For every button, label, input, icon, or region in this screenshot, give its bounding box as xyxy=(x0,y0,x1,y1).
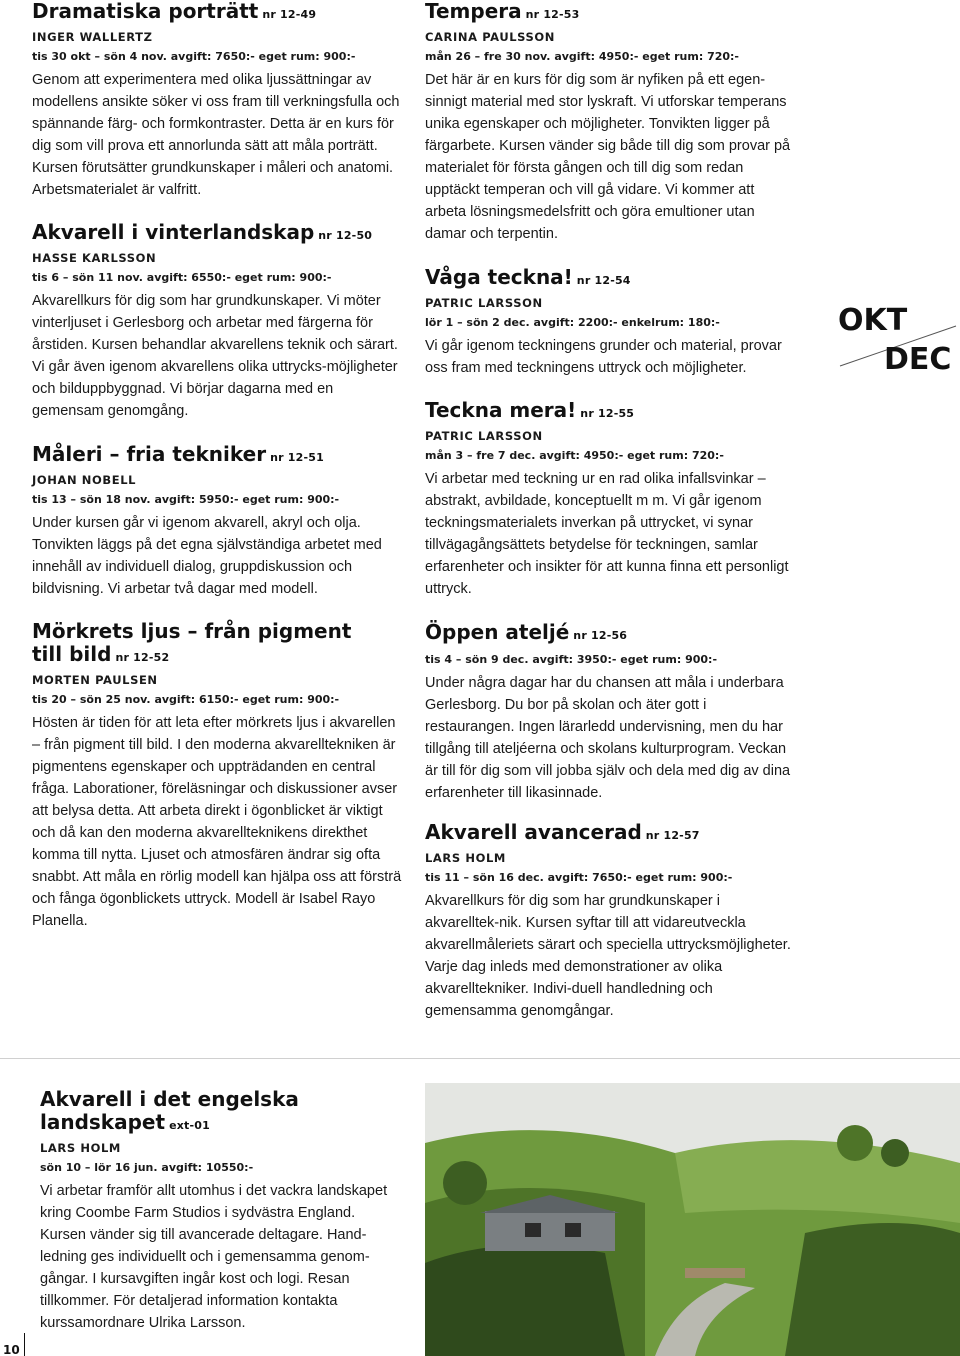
course-number: nr 12-54 xyxy=(576,274,631,287)
course-title: Akvarell i vinterlandskap nr 12-50 xyxy=(32,220,373,244)
course-meta: tis 30 okt – sön 4 nov. avgift: 7650:- eget rum: 900:- xyxy=(32,50,356,63)
course-title: Tempera nr 12-53 xyxy=(425,0,580,23)
course-teacher: INGER WALLERTZ xyxy=(32,30,153,44)
course-meta: mån 26 – fre 30 nov. avgift: 4950:- eget rum: 720:- xyxy=(425,50,739,63)
page-number: 10 xyxy=(3,1343,20,1356)
course-number: nr 12-57 xyxy=(645,829,700,842)
course-teacher: LARS HOLM xyxy=(40,1141,121,1155)
course-number: nr 12-49 xyxy=(262,8,317,21)
course-12-49 xyxy=(32,0,404,201)
course-meta: tis 4 – sön 9 dec. avgift: 3950:- eget rum: 900:- xyxy=(425,653,718,666)
course-meta: sön 10 – lör 16 jun. avgift: 10550:- xyxy=(40,1161,254,1174)
course-title: Öppen ateljé nr 12-56 xyxy=(425,620,628,644)
course-teacher: HASSE KARLSSON xyxy=(32,251,157,265)
course-12-53 xyxy=(425,0,797,245)
course-number: nr 12-51 xyxy=(270,451,324,464)
course-description: Genom att experimentera med olika ljussättningar av modellens ansikte söker vi oss fram till verkningsfulla och spännande färg- och formkontraster. Detta är en kurs för dig som vill prova ett annorlunda sätt att måla porträtt. Kursen förutsätter grundkunskaper i måleri och anatomi. Arbetsmaterialet är valfritt. xyxy=(32,72,400,198)
month-end: DEC xyxy=(884,342,952,377)
course-teacher: LARS HOLM xyxy=(425,851,506,865)
course-title: Akvarell i det engelska landskapet ext-01 xyxy=(40,1087,299,1134)
landscape-photo-image xyxy=(425,1083,960,1356)
course-title: Mörkrets ljus – från pigment till bild nr 12-52 xyxy=(32,619,352,666)
month-start: OKT xyxy=(838,303,908,338)
course-meta: tis 20 – sön 25 nov. avgift: 6150:- eget rum: 900:- xyxy=(32,693,340,706)
course-number: nr 12-55 xyxy=(580,407,635,420)
course-description: Hösten är tiden för att leta efter mörkrets ljus i akvarellen – från pigment till bild. I den moderna akvarelltekniken är pigmentens egenskaper och uppträdanden en central fråga. Laborationer, föreläsningar och diskussioner avser att belysa detta. Att arbeta direkt i ögonblicket är viktigt och då kan den moderna akvarellteknikens direkthet komma till nytta. Ljuset och atmosfären ändrar sig ofta snabbt. Att måla en rörlig modell kan hjälpa oss att försträ och fånga ögonblickets uttryck. Modell är Isabel Rayo Planella. xyxy=(32,715,402,929)
section-divider xyxy=(0,1058,960,1059)
course-meta: mån 3 – fre 7 dec. avgift: 4950:- eget rum: 720:- xyxy=(425,449,724,462)
course-12-52 xyxy=(32,619,402,932)
course-ext-01 xyxy=(40,1088,400,1334)
course-meta: tis 13 – sön 18 nov. avgift: 5950:- eget rum: 900:- xyxy=(32,493,340,506)
course-12-50 xyxy=(32,221,404,422)
course-teacher: CARINA PAULSSON xyxy=(425,30,556,44)
course-12-56 xyxy=(425,621,797,804)
course-12-55 xyxy=(425,399,797,600)
course-12-51 xyxy=(32,443,404,600)
course-description: Vi går igenom teckningens grunder och material, provar oss fram med teckningens uttryck och möjligheter. xyxy=(425,338,782,376)
course-description: Akvarellkurs för dig som har grundkunskaper. Vi möter vinterljuset i Gerlesborg och arbetar med färgerna för årstiden. Kursen behandlar akvarellens teknik och särart. Vi går även igenom akvarellens olika uttrycks-möjligheter och bilduppbyggnad. Vi börjar dagarna med en gemensam genomgång. xyxy=(32,293,398,419)
course-title: Dramatiska porträtt nr 12-49 xyxy=(32,0,317,23)
course-description: Akvarellkurs för dig som har grundkunskaper i akvarelltek-nik. Kursen syftar till att vidareutveckla akvarellmåleriets särart och speciella uttrycksmöjligheter. Varje dag inleds med demonstrationer av olika akvarelltekniker. Indivi-duell handledning och gemensamma genomgångar. xyxy=(425,893,791,1019)
course-meta: tis 11 – sön 16 dec. avgift: 7650:- eget rum: 900:- xyxy=(425,871,733,884)
course-number: nr 12-53 xyxy=(525,8,580,21)
course-title: Akvarell avancerad nr 12-57 xyxy=(425,820,700,844)
course-title: Våga teckna! nr 12-54 xyxy=(425,265,631,289)
course-teacher: MORTEN PAULSEN xyxy=(32,673,158,687)
course-description: Det här är en kurs för dig som är nyfiken på ett egen-sinnigt material med stor lyskraft. Vi utforskar temperans unika egenskaper och möjligheter. Tonvikten ligger på färgarbete. Kursen vänder sig både till dig som provar på materialet för första gången och till dig som redan upptäckt temperan och vill gå vidare. Vi kommer att arbeta lösningsmedelsfritt och göra emultioner utan damar och terpentin. xyxy=(425,72,791,242)
course-description: Under några dagar har du chansen att måla i underbara Gerlesborg. Du bor på skolan och äter gott i restaurangen. Ingen lärarledd undervisning, men du har tillgång till ateljéerna och skolans kulturprogram. Veckan är till för dig som vill jobba själv och dela med dig av dina erfarenheter till likasinnade. xyxy=(425,675,791,801)
course-teacher: PATRIC LARSSON xyxy=(425,296,543,310)
course-title: Teckna mera! nr 12-55 xyxy=(425,398,635,422)
course-12-57 xyxy=(425,821,797,1022)
landscape-photo xyxy=(425,1083,960,1356)
course-title: Måleri – fria tekniker nr 12-51 xyxy=(32,442,324,466)
course-description: Vi arbetar med teckning ur en rad olika infallsvinkar – abstrakt, avbildade, konceptuellt m m. Vi går igenom teckningsmaterialets inverkan på uttrycket, vi synar tillvägagångsättets betydelse för teckningen, samlar erfarenheter och insikter för att kunna finna ett personligt uttryck. xyxy=(425,471,789,597)
course-teacher: PATRIC LARSSON xyxy=(425,429,543,443)
course-teacher: JOHAN NOBELL xyxy=(32,473,137,487)
course-number: ext-01 xyxy=(169,1119,210,1132)
course-number: nr 12-52 xyxy=(115,651,170,664)
course-12-54 xyxy=(425,266,797,379)
course-number: nr 12-50 xyxy=(318,229,373,242)
course-description: Under kursen går vi igenom akvarell, akryl och olja. Tonvikten läggs på det egna självständiga arbetet med innehåll av individuell dialog, gruppdiskussion och bildvisning. Vi arbetar två dagar med modell. xyxy=(32,515,382,597)
course-number: nr 12-56 xyxy=(573,629,628,642)
page-number-rule xyxy=(24,1333,25,1356)
course-meta: tis 6 – sön 11 nov. avgift: 6550:- eget rum: 900:- xyxy=(32,271,332,284)
course-meta: lör 1 – sön 2 dec. avgift: 2200:- enkelrum: 180:- xyxy=(425,316,720,329)
month-range-marker xyxy=(834,300,958,380)
course-description: Vi arbetar framför allt utomhus i det vackra landskapet kring Coombe Farm Studios i sydvästra England. Kursen vänder sig till avancerade deltagare. Hand-ledning ges individuellt och i gemensamma genom-gångar. I kursavgiften ingår kost och logi. Resan tillkommer. För detaljerad information kontakta kurssamordnare Ulrika Larsson. xyxy=(40,1183,388,1331)
